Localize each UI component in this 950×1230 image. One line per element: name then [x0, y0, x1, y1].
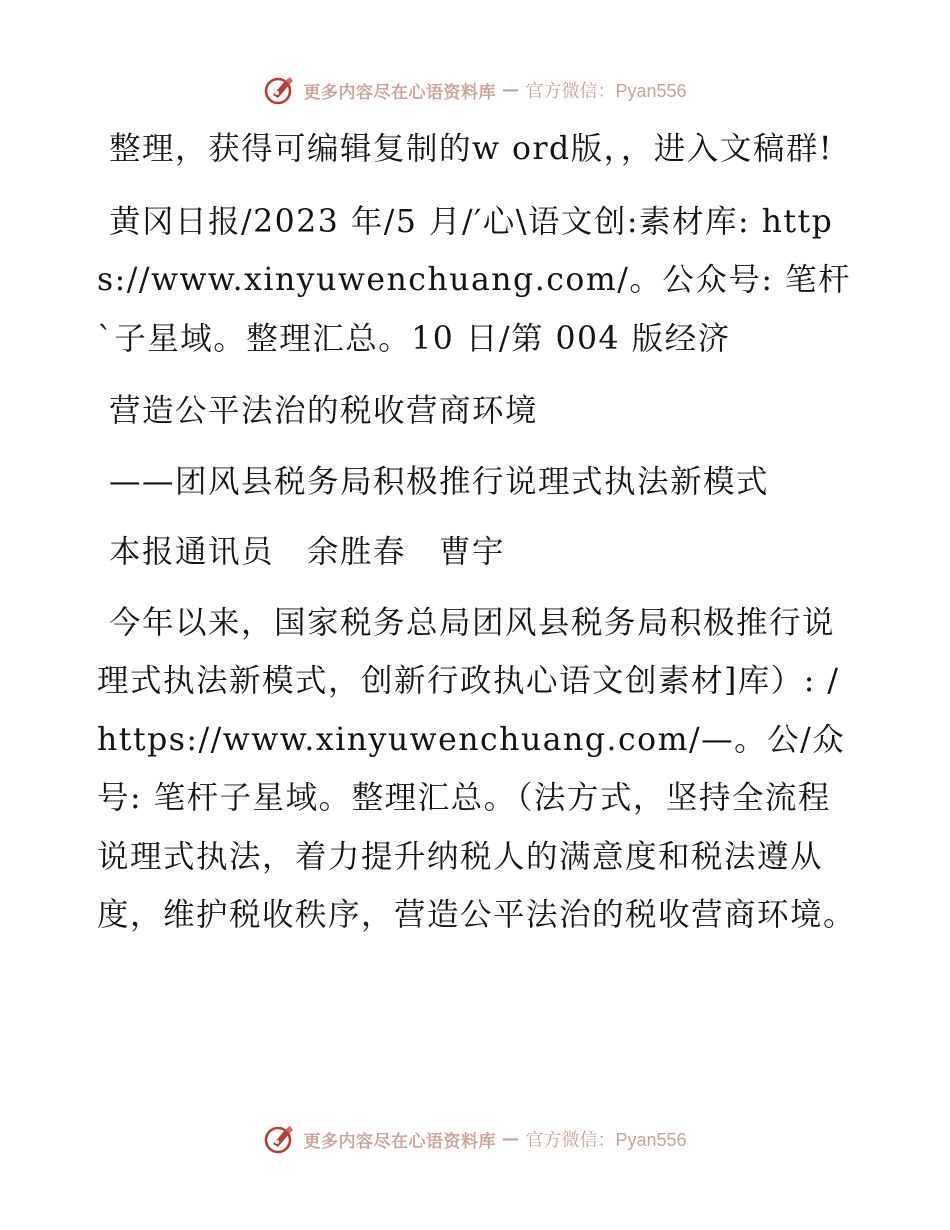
banner-dash: —: [501, 1129, 520, 1149]
article-subheadline: ——团风县税务局积极推行说理式执法新模式: [109, 463, 770, 500]
banner-dash: —: [501, 80, 520, 100]
header-watermark-banner: [0, 72, 950, 108]
article-byline: 本报通讯员 余胜春 曹宇: [109, 534, 506, 570]
banner-wechat-text: 官方微信：Pyan556: [525, 1130, 687, 1150]
article-body-paragraph: 今年以来，国家税务总局团风县税务局积极推行说理式执法新模式，创新行政执心语文创素材]库）: /https://www.xinyuwenchuang.com/—。公/众号: 笔杆子星域。整理汇总。（法方式，坚持全流程说理式执法，着力提升纳税人的满意度和税法遵从度，维护税收秩序，营造公平法治的税收营商环境。: [97, 604, 857, 933]
footer-watermark-banner: [0, 1121, 950, 1157]
banner-wechat-text: 官方微信：Pyan556: [525, 81, 687, 101]
article-headline: 营造公平法治的税收营商环境: [109, 393, 539, 429]
pen-nib-circle-icon: [263, 73, 297, 107]
source-line: 黄冈日报/2023 年/5 月/′心\语文创:素材库: https://www.xinyuwenchuang.com/。公众号: 笔杆`子星域。整理汇总。10 日/第 004 版经济: [97, 203, 851, 357]
banner-brand-text: 更多内容尽在心语资料库: [303, 82, 496, 103]
intro-paragraph: 整理，获得可编辑复制的w ord版，，进入文稿群!: [109, 131, 834, 167]
document-body: [97, 120, 857, 959]
banner-brand-text: 更多内容尽在心语资料库: [303, 1131, 496, 1152]
pen-nib-circle-icon: [263, 1122, 297, 1156]
